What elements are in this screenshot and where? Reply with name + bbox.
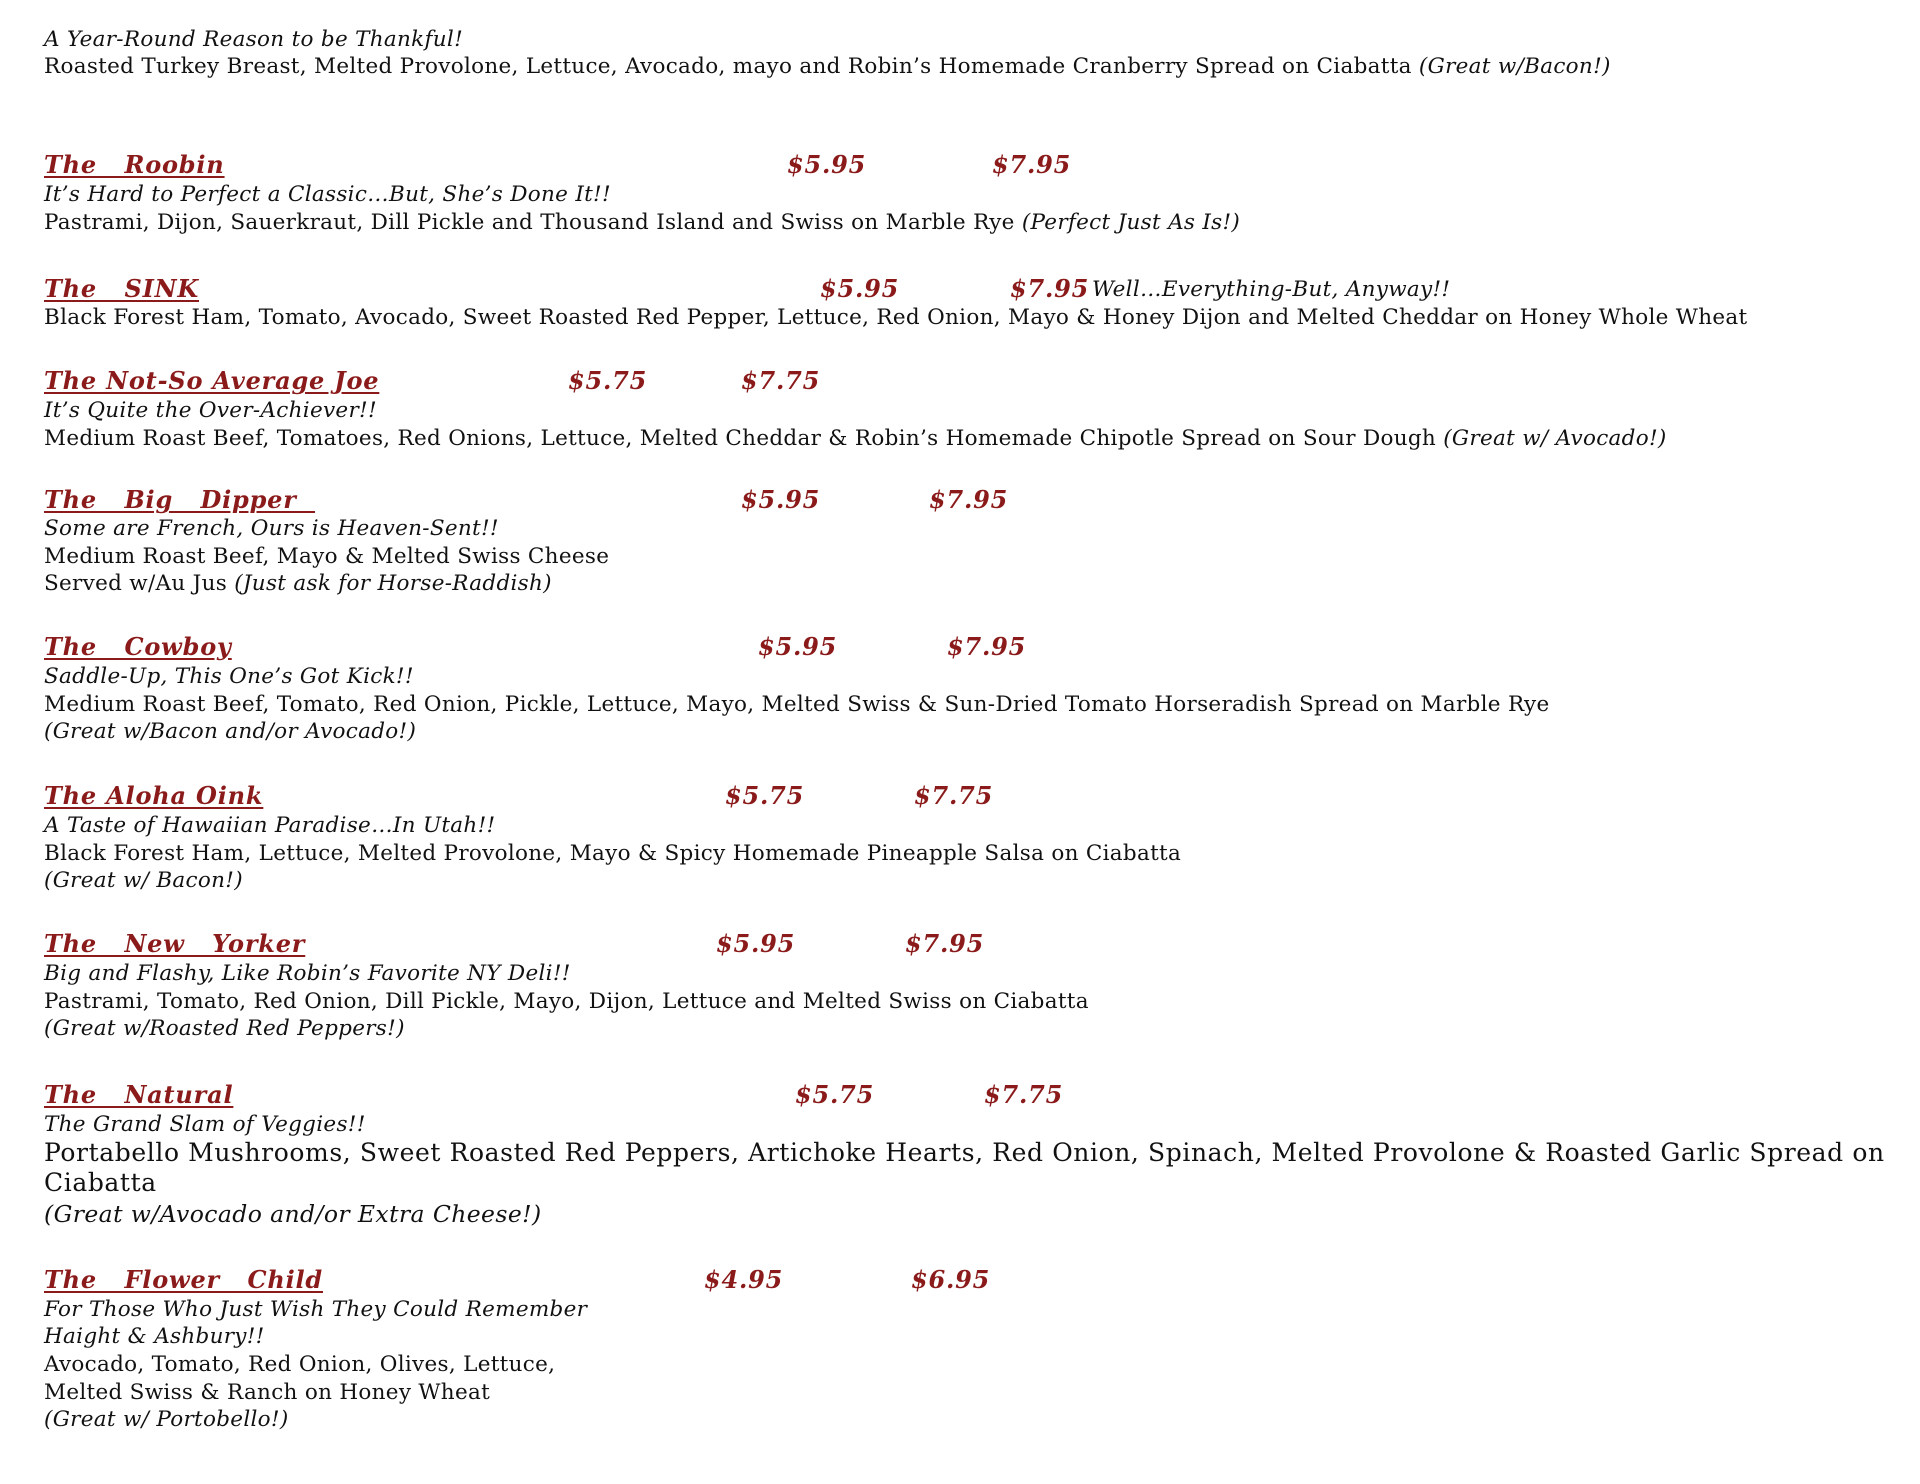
item-tagline: The Grand Slam of Veggies!! <box>44 1112 366 1137</box>
menu-item-cowboy-header <box>0 632 1920 664</box>
item-ingredients-text: Pastrami, Dijon, Sauerkraut, Dill Pickle and Thousand Island and Swiss on Marble Rye <box>44 210 1015 235</box>
item-ingredients: Pastrami, Tomato, Red Onion, Dill Pickle, Mayo, Dijon, Lettuce and Melted Swiss on Ciabatta <box>44 989 1089 1014</box>
price-small: $5.95 <box>741 485 821 514</box>
price-small: $5.95 <box>716 929 796 958</box>
item-title: The Big Dipper <box>44 485 316 514</box>
intro-tagline: A Year-Round Reason to be Thankful! <box>44 27 464 52</box>
menu-item-aloha-oink-header <box>0 781 1920 813</box>
item-suggestion: (Great w/Bacon and/or Avocado!) <box>44 719 417 744</box>
intro-suggestion: (Great w/Bacon!) <box>1418 54 1611 79</box>
price-large: $7.75 <box>984 1080 1064 1109</box>
item-suggestion: (Great w/ Avocado!) <box>1443 426 1667 451</box>
item-tagline: It’s Hard to Perfect a Classic…But, She’s Done It!! <box>44 182 611 207</box>
price-large: $7.75 <box>741 366 821 395</box>
item-ingredients <box>44 209 1240 237</box>
price-small: $5.95 <box>758 632 838 661</box>
item-tagline: Some are French, Ours is Heaven-Sent!! <box>44 516 499 541</box>
price-large: $7.95 <box>1010 274 1090 303</box>
item-suggestion: (Great w/ Portobello!) <box>44 1407 289 1432</box>
intro-ingredients <box>44 53 1611 81</box>
item-title: The Aloha Oink <box>44 781 264 810</box>
item-tagline: Well…Everything-But, Anyway!! <box>1092 277 1451 302</box>
price-small: $5.75 <box>725 781 805 810</box>
price-small: $5.75 <box>795 1080 875 1109</box>
item-title: The SINK <box>44 274 199 303</box>
item-title: The Cowboy <box>44 632 232 661</box>
price-small: $5.95 <box>820 274 900 303</box>
item-title: The Flower Child <box>44 1265 324 1294</box>
price-small: $5.95 <box>787 150 867 179</box>
item-suggestion: (Great w/ Bacon!) <box>44 868 243 893</box>
price-large: $7.95 <box>905 929 985 958</box>
price-large: $7.95 <box>929 485 1009 514</box>
item-ingredients: Black Forest Ham, Lettuce, Melted Provolone, Mayo & Spicy Homemade Pineapple Salsa on Ciabatta <box>44 841 1182 866</box>
item-ingredients: Black Forest Ham, Tomato, Avocado, Sweet Roasted Red Pepper, Lettuce, Red Onion, Mayo & Honey Dijon and Melted Cheddar on Honey Whole Wheat <box>44 305 1748 330</box>
item-tagline-cont: Haight & Ashbury!! <box>44 1324 265 1349</box>
item-suggestion: (Great w/Avocado and/or Extra Cheese!) <box>44 1200 542 1228</box>
price-large: $7.75 <box>914 781 994 810</box>
item-ingredients: Medium Roast Beef, Mayo & Melted Swiss Cheese <box>44 544 610 569</box>
item-tagline: It’s Quite the Over-Achiever!! <box>44 398 377 423</box>
item-ingredients-cont: Ciabatta <box>44 1168 157 1197</box>
item-ingredients <box>44 425 1667 453</box>
intro-ingredients-text: Roasted Turkey Breast, Melted Provolone, Lettuce, Avocado, mayo and Robin’s Homemade Cranberry Spread on Ciabatta <box>44 54 1412 79</box>
menu-item-natural-header <box>0 1080 1920 1112</box>
item-title: The Not-So Average Joe <box>44 366 380 395</box>
item-ingredients: Portabello Mushrooms, Sweet Roasted Red Peppers, Artichoke Hearts, Red Onion, Spinach, Melted Provolone & Roasted Garlic Spread on <box>44 1138 1885 1167</box>
menu-item-sink-header <box>0 274 1920 306</box>
menu-item-flower-child-header <box>0 1265 1920 1297</box>
item-ingredients: Avocado, Tomato, Red Onion, Olives, Lettuce, <box>44 1352 556 1377</box>
item-ingredients: Medium Roast Beef, Tomato, Red Onion, Pickle, Lettuce, Mayo, Melted Swiss & Sun-Dried Tomato Horseradish Spread on Marble Rye <box>44 692 1550 717</box>
price-large: $7.95 <box>992 150 1072 179</box>
menu-item-roobin-header <box>0 150 1920 182</box>
menu-item-big-dipper-header <box>0 485 1920 517</box>
price-small: $5.75 <box>568 366 648 395</box>
item-ingredients-cont: Melted Swiss & Ranch on Honey Wheat <box>44 1380 491 1405</box>
item-title: The Natural <box>44 1080 234 1109</box>
item-extra <box>44 570 552 598</box>
item-tagline: A Taste of Hawaiian Paradise…In Utah!! <box>44 813 496 838</box>
item-title: The Roobin <box>44 150 225 179</box>
price-large: $7.95 <box>947 632 1027 661</box>
item-ingredients-text: Medium Roast Beef, Tomatoes, Red Onions, Lettuce, Melted Cheddar & Robin’s Homemade Chipotle Spread on Sour Dough <box>44 426 1437 451</box>
item-suggestion: (Just ask for Horse-Raddish) <box>234 571 552 596</box>
menu-item-average-joe-header <box>0 366 1920 398</box>
menu-item-new-yorker-header <box>0 929 1920 961</box>
item-title: The New Yorker <box>44 929 306 958</box>
item-extra-text: Served w/Au Jus <box>44 571 228 596</box>
item-tagline: For Those Who Just Wish They Could Remember <box>44 1297 588 1322</box>
item-suggestion: (Perfect Just As Is!) <box>1021 210 1241 235</box>
item-suggestion: (Great w/Roasted Red Peppers!) <box>44 1016 405 1041</box>
price-small: $4.95 <box>704 1265 784 1294</box>
item-tagline: Big and Flashy, Like Robin’s Favorite NY Deli!! <box>44 961 571 986</box>
price-large: $6.95 <box>911 1265 991 1294</box>
item-tagline: Saddle-Up, This One’s Got Kick!! <box>44 664 414 689</box>
